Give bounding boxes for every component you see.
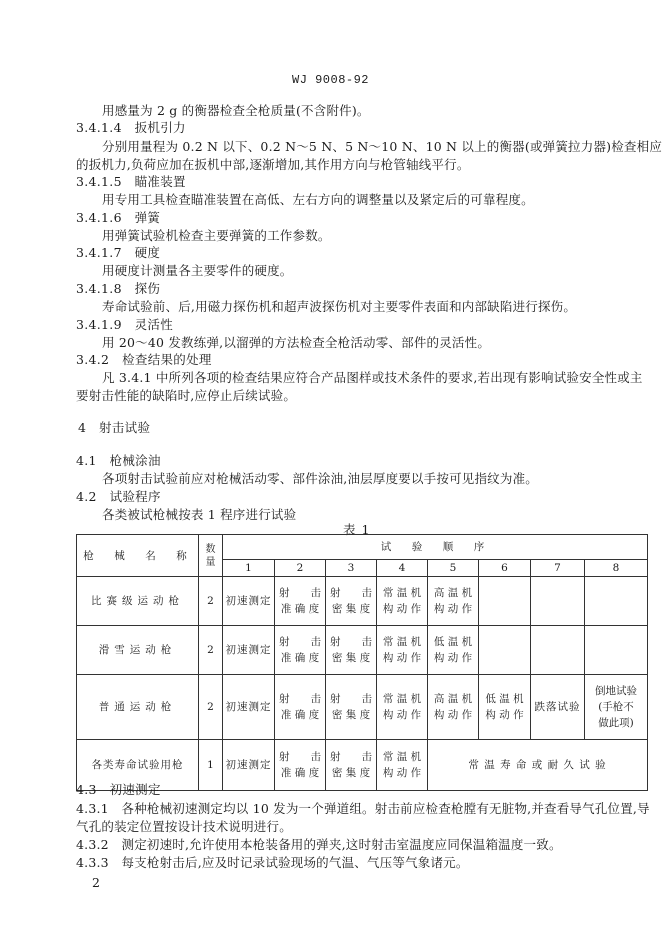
text-line: 4.3.1 各种枪械初速测定均以 10 发为一个弹道组。射击前应检查枪膛有无脏物,并查看导气孔位置,导 (76, 801, 650, 816)
test-cell: 射 击 准 确 度 (275, 626, 326, 675)
text-line: 凡 3.4.1 中所列各项的检查结果应符合产品图样或技术条件的要求,若出现有影响试验安全性或主 (102, 370, 643, 385)
text-line: 的扳机力,负荷应加在扳机中部,逐渐增加,其作用方向与枪管轴线平行。 (76, 157, 470, 172)
test-cell: 高 温 机 构 动 作 (428, 577, 479, 626)
test-cell (479, 626, 531, 675)
test-cell: 常 温 机 构 动 作 (377, 626, 428, 675)
section-heading: 4.1 枪械涂油 (76, 453, 161, 468)
section-heading: 3.4.1.7 硬度 (76, 245, 161, 260)
page-number: 2 (92, 875, 100, 890)
table-row (77, 740, 648, 791)
test-cell (585, 577, 648, 626)
test-cell: 常 温 机 构 动 作 (377, 740, 428, 791)
section-heading: 3.4.1.6 弹簧 (76, 210, 161, 225)
table-row (77, 577, 648, 626)
test-cell: 倒地试验 (手枪不 做此项) (585, 675, 648, 740)
text-line: 4.3.3 每支枪射击后,应及时记录试验现场的气温、气压等气象诸元。 (76, 855, 469, 870)
test-cell: 射 击 密 集 度 (326, 626, 377, 675)
table-title: 表 1 (343, 522, 371, 537)
seq-number: 8 (585, 560, 648, 577)
test-cell: 低 温 机 构 动 作 (428, 626, 479, 675)
seq-number: 7 (531, 560, 585, 577)
test-cell (531, 626, 585, 675)
test-cell: 射 击 准 确 度 (275, 577, 326, 626)
seq-number: 6 (479, 560, 531, 577)
text-line: 各类被试枪械按表 1 程序进行试验 (102, 507, 297, 522)
weapon-name: 滑雪运动枪 (77, 626, 199, 675)
section-heading: 3.4.1.4 扳机引力 (76, 120, 186, 135)
merged-test-cell: 常 温 寿 命 或 耐 久 试 验 (428, 740, 648, 791)
test-sequence-table (76, 534, 648, 791)
weapon-name: 各类寿命试验用枪 (77, 740, 199, 791)
count-cell: 2 (199, 626, 223, 675)
section-heading: 3.4.2 检查结果的处理 (76, 352, 212, 367)
count-cell: 2 (199, 675, 223, 740)
test-cell: 射 击 密 集 度 (326, 675, 377, 740)
text-line: 各项射击试验前应对枪械活动零、部件涂油,油层厚度要以手按可见指纹为准。 (102, 471, 538, 486)
text-line: 用硬度计测量各主要零件的硬度。 (102, 263, 293, 278)
section-heading: 3.4.1.8 探伤 (76, 281, 161, 296)
seq-number: 3 (326, 560, 377, 577)
count-cell: 1 (199, 740, 223, 791)
weapon-name: 普通运动枪 (77, 675, 199, 740)
text-line: 分别用量程为 0.2 N 以下、0.2 N～5 N、5 N～10 N、10 N 以上的衡器(或弹簧拉力器)检查相应 (102, 139, 662, 154)
section-heading: 4.3 初速测定 (76, 782, 161, 797)
seq-number: 5 (428, 560, 479, 577)
test-cell: 低 温 机 构 动 作 (479, 675, 531, 740)
text-line: 气孔的装定位置按设计技术说明进行。 (76, 819, 292, 834)
section-heading: 3.4.1.9 灵活性 (76, 317, 174, 332)
test-cell: 常 温 机 构 动 作 (377, 675, 428, 740)
test-cell: 射 击 密 集 度 (326, 740, 377, 791)
test-cell (531, 577, 585, 626)
text-line: 4.3.2 测定初速时,允许使用本枪装备用的弹夹,这时射击室温度应同保温箱温度一致。 (76, 837, 562, 852)
header-count: 数量 (199, 535, 223, 577)
table-row (77, 626, 648, 675)
seq-number: 1 (223, 560, 275, 577)
text-line: 用弹簧试验机检查主要弹簧的工作参数。 (102, 228, 331, 243)
test-cell: 高 温 机 构 动 作 (428, 675, 479, 740)
test-cell: 初速测定 (223, 740, 275, 791)
test-cell (479, 577, 531, 626)
test-cell: 跌落试验 (531, 675, 585, 740)
section-heading: 4.2 试验程序 (76, 489, 161, 504)
test-cell (585, 626, 648, 675)
test-cell: 初速测定 (223, 626, 275, 675)
count-cell: 2 (199, 577, 223, 626)
test-cell: 常 温 机 构 动 作 (377, 577, 428, 626)
text-line: 用感量为 2 g 的衡器检查全枪质量(不含附件)。 (102, 103, 370, 118)
weapon-name: 比赛级运动枪 (77, 577, 199, 626)
test-cell: 射 击 准 确 度 (275, 675, 326, 740)
document-header: WJ 9008-92 (292, 73, 370, 87)
test-cell: 初速测定 (223, 675, 275, 740)
text-line: 寿命试验前、后,用磁力探伤机和超声波探伤机对主要零件表面和内部缺陷进行探伤。 (102, 299, 577, 314)
text-line: 要射击性能的缺陷时,应停止后续试验。 (76, 388, 297, 403)
seq-number: 2 (275, 560, 326, 577)
header-weapon-name: 枪 械 名 称 (77, 535, 199, 577)
test-cell: 初速测定 (223, 577, 275, 626)
text-line: 用 20～40 发教练弹,以溜弹的方法检查全枪活动零、部件的灵活性。 (102, 335, 491, 350)
chapter-heading: 4 射击试验 (78, 420, 151, 435)
seq-number: 4 (377, 560, 428, 577)
table-row (77, 675, 648, 740)
test-cell: 射 击 准 确 度 (275, 740, 326, 791)
test-cell: 射 击 密 集 度 (326, 577, 377, 626)
text-line: 用专用工具检查瞄准装置在高低、左右方向的调整量以及紧定后的可靠程度。 (102, 192, 534, 207)
header-test-sequence: 试 验 顺 序 (223, 535, 648, 560)
section-heading: 3.4.1.5 瞄准装置 (76, 174, 186, 189)
